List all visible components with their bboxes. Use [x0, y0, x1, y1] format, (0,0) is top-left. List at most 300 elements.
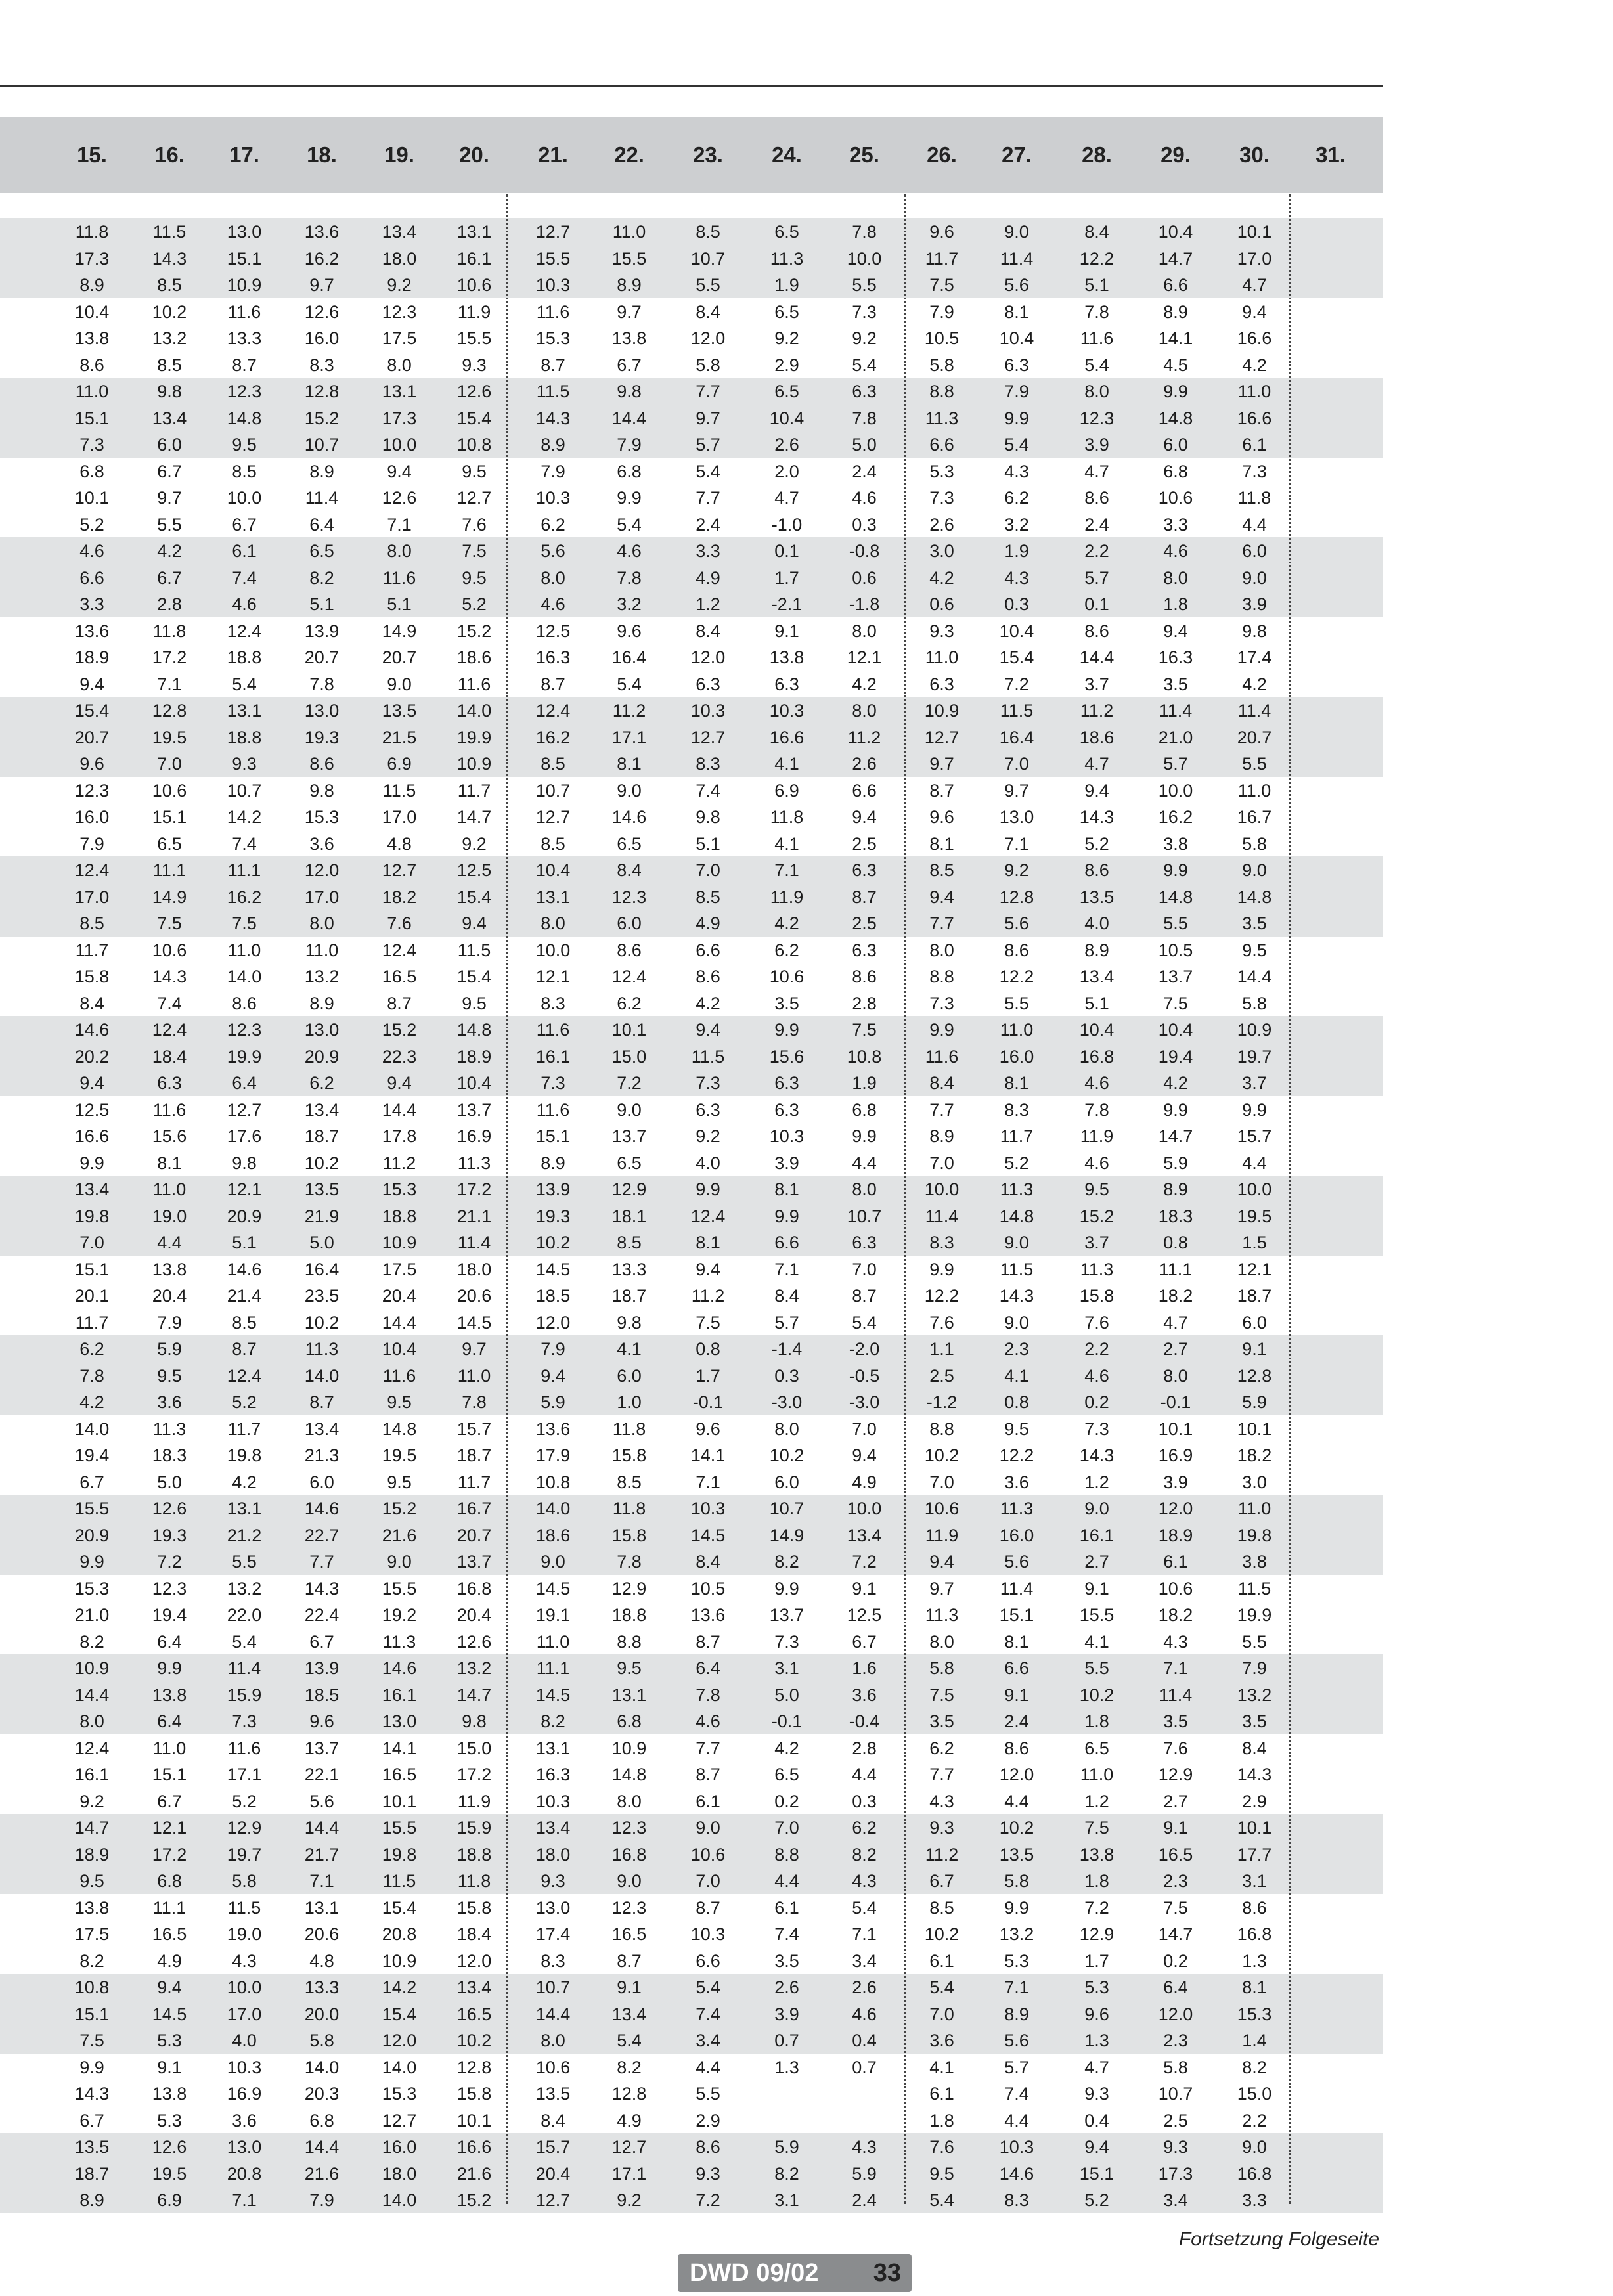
- table-cell: 9.8: [232, 1153, 257, 1173]
- table-cell: 10.9: [456, 754, 492, 774]
- table-cell: 11.2: [1080, 701, 1114, 720]
- table-cell: 7.0: [929, 1153, 954, 1173]
- table-cell: 8.5: [617, 1472, 642, 1492]
- table-cell: 7.4: [696, 780, 720, 801]
- table-cell: 14.9: [382, 621, 417, 641]
- table-cell: 7.5: [79, 2031, 104, 2050]
- table-cell: 18.8: [382, 1206, 417, 1226]
- table-cell: 10.7: [847, 1206, 882, 1226]
- table-cell: 5.8: [929, 355, 954, 375]
- table-cell: 11.3: [457, 1153, 491, 1173]
- table-cell: 4.7: [1242, 275, 1267, 295]
- table-cell: 7.8: [852, 408, 877, 428]
- table-cell: 12.7: [535, 2190, 571, 2210]
- table-cell: 12.7: [611, 2137, 647, 2157]
- table-cell: 11.3: [1000, 1180, 1034, 1199]
- table-cell: 4.9: [852, 1472, 877, 1492]
- table-cell: 11.5: [536, 382, 570, 401]
- table-cell: 16.2: [535, 727, 571, 747]
- table-cell: 15.9: [456, 1818, 492, 1838]
- table-cell: 6.6: [1004, 1658, 1029, 1678]
- table-cell: 6.0: [1163, 435, 1188, 454]
- table-cell: 9.5: [462, 567, 487, 588]
- table-cell: 16.3: [535, 1765, 571, 1784]
- table-cell: 7.6: [1163, 1738, 1188, 1758]
- table-cell: 8.6: [309, 754, 334, 774]
- table-cell: 8.6: [1084, 860, 1109, 880]
- table-cell: 8.0: [852, 701, 877, 720]
- table-cell: 18.8: [456, 1844, 492, 1865]
- table-cell: 15.8: [74, 967, 110, 986]
- table-cell: 11.4: [1000, 1578, 1034, 1599]
- table-cell: 9.0: [1084, 1499, 1109, 1518]
- table-cell: 8.5: [696, 887, 720, 907]
- table-cell: 10.4: [1079, 1020, 1115, 1040]
- table-cell: 15.0: [1237, 2084, 1272, 2104]
- table-cell: 9.9: [617, 488, 642, 508]
- table-cell: 17.2: [152, 1844, 187, 1865]
- table-cell: 10.3: [535, 1791, 571, 1811]
- table-cell: 0.8: [1163, 1233, 1188, 1252]
- table-cell: 9.0: [1004, 1233, 1029, 1252]
- table-cell: 1.3: [1084, 2031, 1109, 2050]
- table-cell: 6.5: [617, 1153, 642, 1173]
- table-cell: 11.6: [227, 301, 261, 322]
- table-cell: 6.7: [79, 1472, 104, 1492]
- table-cell: 20.8: [382, 1924, 417, 1944]
- table-cell: 7.2: [1084, 1897, 1109, 1918]
- table-cell: 6.8: [617, 461, 642, 481]
- table-cell: 10.6: [1158, 488, 1193, 508]
- table-cell: 11.3: [382, 1631, 416, 1652]
- table-cell: 2.5: [852, 914, 877, 933]
- table-cell: 13.7: [304, 1738, 340, 1758]
- table-cell: 1.8: [929, 2110, 954, 2130]
- table-cell: 13.5: [74, 2137, 110, 2157]
- table-cell: 4.6: [541, 594, 565, 614]
- table-cell: 9.4: [387, 1073, 412, 1093]
- table-cell: 11.6: [152, 1099, 187, 1120]
- table-cell: 14.1: [1158, 328, 1193, 348]
- table-cell: 7.0: [774, 1818, 799, 1838]
- table-cell: 12.4: [382, 940, 417, 960]
- table-cell: 21.0: [74, 1605, 110, 1625]
- table-cell: 4.9: [696, 567, 720, 588]
- table-cell: 3.9: [774, 1153, 799, 1173]
- table-cell: 8.9: [929, 1126, 954, 1146]
- table-cell: 8.6: [1084, 488, 1109, 508]
- table-cell: 8.5: [157, 275, 182, 295]
- table-cell: 7.0: [157, 754, 182, 774]
- table-cell: 9.4: [387, 461, 412, 481]
- table-cell: 9.6: [929, 807, 954, 827]
- table-cell: 9.2: [79, 1791, 104, 1811]
- table-cell: 6.8: [79, 461, 104, 481]
- table-cell: 9.6: [1084, 2004, 1109, 2024]
- table-cell: 2.5: [929, 1365, 954, 1386]
- table-cell: 15.1: [1079, 2163, 1115, 2184]
- table-cell: 5.8: [1242, 833, 1267, 854]
- table-cell: [828, 2109, 900, 2136]
- table-cell: 8.7: [232, 355, 257, 375]
- column-header: 28.: [1082, 143, 1112, 167]
- table-cell: 3.8: [1242, 1552, 1267, 1572]
- column-separator: [506, 194, 508, 2204]
- table-cell: 7.7: [696, 382, 720, 401]
- table-cell: 4.7: [1084, 754, 1109, 774]
- table-cell: 11.7: [75, 940, 109, 960]
- table-cell: 15.5: [456, 328, 492, 348]
- table-cell: 11.9: [457, 1791, 491, 1811]
- table-cell: 6.0: [1242, 541, 1267, 561]
- table-cell: 13.5: [1079, 887, 1115, 907]
- table-cell: 10.2: [535, 1233, 571, 1252]
- table-cell: 16.2: [1158, 807, 1193, 827]
- table-cell: 6.3: [696, 1099, 720, 1120]
- table-cell: 10.3: [227, 2057, 262, 2077]
- table-cell: 7.7: [929, 914, 954, 933]
- table-cell: 6.1: [774, 1897, 799, 1918]
- table-cell: 21.3: [304, 1446, 340, 1465]
- table-cell: 2.3: [1163, 2031, 1188, 2050]
- table-cell: 14.6: [382, 1658, 417, 1678]
- table-cell: 9.9: [79, 2057, 104, 2077]
- table-cell: 12.1: [152, 1818, 187, 1838]
- table-cell: 2.9: [696, 2110, 720, 2130]
- table-cell: 3.0: [1242, 1472, 1267, 1492]
- table-cell: 6.3: [774, 1099, 799, 1120]
- table-cell: 5.6: [309, 1791, 334, 1811]
- table-cell: 13.1: [227, 701, 262, 720]
- table-cell: 8.0: [541, 2031, 565, 2050]
- table-cell: 9.9: [774, 1020, 799, 1040]
- table-cell: 7.8: [79, 1365, 104, 1386]
- table-cell: 13.7: [1158, 967, 1193, 986]
- table-cell: 12.3: [227, 382, 262, 401]
- table-cell: 5.0: [157, 1472, 182, 1492]
- table-cell: 6.4: [309, 514, 334, 535]
- table-cell: 2.0: [774, 461, 799, 481]
- table-cell: 12.6: [456, 1631, 492, 1652]
- table-cell: 12.4: [611, 967, 647, 986]
- table-cell: 13.0: [227, 2137, 262, 2157]
- table-cell: 16.3: [1158, 648, 1193, 667]
- table-cell: 11.0: [1080, 1765, 1114, 1784]
- table-cell: 13.6: [535, 1419, 571, 1439]
- table-cell: 4.3: [852, 1871, 877, 1891]
- table-cell: 7.8: [1084, 301, 1109, 322]
- table-cell: 10.8: [535, 1472, 571, 1492]
- table-cell: 2.4: [852, 461, 877, 481]
- table-cell: 6.8: [852, 1099, 877, 1120]
- table-cell: 8.3: [929, 1233, 954, 1252]
- table-cell: 22.7: [304, 1525, 340, 1545]
- table-cell: 10.5: [690, 1578, 726, 1599]
- table-cell: 15.5: [382, 1818, 417, 1838]
- table-cell: 15.2: [382, 1499, 417, 1518]
- table-cell: 11.0: [152, 1180, 187, 1199]
- table-cell: 2.7: [1163, 1791, 1188, 1811]
- table-cell: 4.6: [1084, 1365, 1109, 1386]
- table-cell: 19.4: [152, 1605, 187, 1625]
- table-cell: -3.0: [849, 1392, 880, 1412]
- table-cell: 11.6: [536, 301, 570, 322]
- table-cell: 8.0: [1084, 382, 1109, 401]
- table-cell: 9.2: [617, 2190, 642, 2210]
- table-cell: 7.2: [1004, 674, 1029, 694]
- table-cell: 21.7: [304, 1844, 340, 1865]
- table-cell: 21.1: [456, 1206, 492, 1226]
- table-cell: 5.4: [852, 1312, 877, 1333]
- table-cell: 18.0: [535, 1844, 571, 1865]
- table-cell: 16.1: [535, 1046, 571, 1067]
- table-cell: 7.3: [232, 1711, 257, 1731]
- table-cell: 9.1: [852, 1578, 877, 1599]
- table-cell: 6.7: [852, 1631, 877, 1652]
- table-cell: 12.3: [227, 1020, 262, 1040]
- table-cell: 11.0: [75, 382, 109, 401]
- table-cell: 9.9: [1163, 1099, 1188, 1120]
- table-cell: 4.6: [1084, 1153, 1109, 1173]
- table-cell: 10.2: [304, 1153, 340, 1173]
- table-cell: 11.3: [305, 1339, 339, 1359]
- table-cell: 8.6: [696, 967, 720, 986]
- table-cell: 16.0: [999, 1525, 1034, 1545]
- table-cell: 7.1: [696, 1472, 720, 1492]
- table-cell: 12.8: [152, 701, 187, 720]
- table-cell: 18.2: [1237, 1446, 1272, 1465]
- table-cell: 4.2: [852, 674, 877, 694]
- table-cell: 9.9: [696, 1180, 720, 1199]
- table-cell: 19.8: [1237, 1525, 1272, 1545]
- table-cell: 14.0: [304, 1365, 340, 1386]
- table-cell: 5.4: [696, 1977, 720, 1997]
- table-cell: 9.8: [617, 1312, 642, 1333]
- table-cell: 8.0: [309, 914, 334, 933]
- table-cell: 9.0: [696, 1818, 720, 1838]
- table-cell: 18.4: [152, 1046, 187, 1067]
- table-cell: 4.0: [696, 1153, 720, 1173]
- table-cell: 9.5: [232, 435, 257, 454]
- table-cell: 4.3: [1004, 461, 1029, 481]
- table-cell: 3.1: [774, 1658, 799, 1678]
- table-cell: 11.0: [305, 940, 339, 960]
- table-cell: 12.3: [1079, 408, 1115, 428]
- table-cell: 13.1: [227, 1499, 262, 1518]
- table-cell: 13.4: [74, 1180, 110, 1199]
- table-cell: 15.5: [74, 1499, 110, 1518]
- table-cell: 3.5: [1242, 914, 1267, 933]
- table-cell: 3.6: [232, 2110, 257, 2130]
- table-cell: 13.0: [382, 1711, 417, 1731]
- table-cell: 7.2: [852, 1552, 877, 1572]
- table-cell: 9.3: [541, 1871, 565, 1891]
- table-cell: 9.4: [1084, 780, 1109, 801]
- table-cell: 10.8: [74, 1977, 110, 1997]
- table-cell: 7.3: [696, 1073, 720, 1093]
- table-cell: 14.7: [1158, 1924, 1193, 1944]
- table-cell: 7.6: [1084, 1312, 1109, 1333]
- table-cell: 9.4: [157, 1977, 182, 1997]
- table-cell: 10.1: [74, 488, 110, 508]
- table-cell: 2.6: [929, 514, 954, 535]
- table-cell: -0.1: [692, 1392, 724, 1412]
- table-cell: 13.2: [304, 967, 340, 986]
- table-cell: 3.4: [1163, 2190, 1188, 2210]
- table-cell: 11.3: [1000, 1499, 1034, 1518]
- table-cell: 20.1: [74, 1286, 110, 1306]
- table-cell: 11.0: [536, 1631, 570, 1652]
- table-cell: 7.4: [774, 1924, 799, 1944]
- table-cell: 16.0: [382, 2137, 417, 2157]
- table-cell: 13.4: [456, 1977, 492, 1997]
- table-cell: 7.5: [1163, 1897, 1188, 1918]
- table-cell: 9.4: [79, 674, 104, 694]
- table-cell: 9.9: [79, 1153, 104, 1173]
- table-cell: 10.0: [847, 248, 882, 269]
- table-cell: 1.5: [1242, 1233, 1267, 1252]
- table-cell: 8.9: [309, 461, 334, 481]
- table-cell: 23.5: [304, 1286, 340, 1306]
- table-cell: 13.8: [74, 1897, 110, 1918]
- table-cell: 5.8: [1242, 993, 1267, 1013]
- table-cell: 14.3: [152, 967, 187, 986]
- table-cell: 13.9: [304, 621, 340, 641]
- table-cell: 7.3: [774, 1631, 799, 1652]
- table-cell: 4.1: [774, 833, 799, 854]
- table-cell: 21.9: [304, 1206, 340, 1226]
- table-cell: 15.2: [1079, 1206, 1115, 1226]
- table-cell: 7.0: [929, 2004, 954, 2024]
- table-cell: 8.1: [929, 833, 954, 854]
- table-cell: 14.7: [74, 1818, 110, 1838]
- table-cell: 10.7: [690, 248, 726, 269]
- table-cell: 8.9: [79, 2190, 104, 2210]
- table-cell: 6.5: [774, 1765, 799, 1784]
- table-cell: 11.0: [227, 940, 261, 960]
- table-cell: 16.6: [1237, 408, 1272, 428]
- table-cell: 9.7: [929, 1578, 954, 1599]
- table-cell: 21.6: [304, 2163, 340, 2184]
- table-cell: 16.2: [227, 887, 262, 907]
- table-cell: 8.3: [696, 754, 720, 774]
- table-cell: 9.2: [774, 328, 799, 348]
- table-cell: 10.0: [1237, 1180, 1272, 1199]
- table-cell: 18.2: [1158, 1605, 1193, 1625]
- table-cell: 11.4: [457, 1233, 491, 1252]
- table-cell: 0.2: [774, 1791, 799, 1811]
- table-cell: 2.3: [1004, 1339, 1029, 1359]
- table-cell: 11.6: [227, 1738, 261, 1758]
- table-cell: 7.1: [232, 2190, 257, 2210]
- table-cell: 11.7: [75, 1312, 109, 1333]
- table-cell: 14.2: [382, 1977, 417, 1997]
- table-cell: 12.6: [152, 1499, 187, 1518]
- table-cell: 20.0: [304, 2004, 340, 2024]
- table-cell: 11.7: [457, 1472, 491, 1492]
- table-cell: 5.4: [929, 2190, 954, 2210]
- table-cell: 7.5: [157, 914, 182, 933]
- table-cell: 7.6: [929, 1312, 954, 1333]
- table-cell: 13.9: [535, 1180, 571, 1199]
- table-cell: 14.6: [611, 807, 647, 827]
- table-cell: 10.3: [999, 2137, 1034, 2157]
- table-cell: 10.8: [456, 435, 492, 454]
- table-cell: 0.1: [1084, 594, 1109, 614]
- table-cell: 8.5: [541, 833, 565, 854]
- table-cell: 12.3: [611, 1818, 647, 1838]
- table-cell: 7.0: [929, 1472, 954, 1492]
- table-cell: 7.0: [696, 1871, 720, 1891]
- column-header: 16.: [154, 143, 185, 167]
- table-cell: 5.5: [1242, 1631, 1267, 1652]
- table-cell: 9.4: [696, 1259, 720, 1279]
- table-cell: 8.5: [232, 1312, 257, 1333]
- table-cell: 9.9: [774, 1206, 799, 1226]
- table-cell: 11.2: [847, 727, 881, 747]
- table-cell: 10.1: [456, 2110, 492, 2130]
- table-cell: 10.3: [690, 1924, 726, 1944]
- table-cell: 7.5: [232, 914, 257, 933]
- table-cell: 8.0: [1163, 567, 1188, 588]
- table-cell: 13.2: [999, 1924, 1034, 1944]
- table-cell: 11.3: [152, 1419, 187, 1439]
- table-cell: 4.2: [774, 914, 799, 933]
- table-cell: 6.1: [232, 541, 257, 561]
- table-cell: 8.0: [929, 940, 954, 960]
- table-cell: 10.0: [924, 1180, 960, 1199]
- table-cell: 5.4: [232, 674, 257, 694]
- table-cell: 0.2: [1163, 1951, 1188, 1971]
- table-cell: 7.9: [309, 2190, 334, 2210]
- table-cell: 19.3: [152, 1525, 187, 1545]
- table-cell: 14.8: [1158, 408, 1193, 428]
- table-cell: 20.6: [304, 1924, 340, 1944]
- table-cell: 5.5: [1242, 754, 1267, 774]
- table-cell: 7.3: [79, 435, 104, 454]
- table-cell: 2.6: [852, 754, 877, 774]
- table-cell: 8.0: [79, 1711, 104, 1731]
- table-cell: 11.3: [1080, 1259, 1114, 1279]
- table-cell: 10.2: [999, 1818, 1034, 1838]
- table-cell: 12.6: [456, 382, 492, 401]
- table-cell: 13.4: [304, 1419, 340, 1439]
- table-cell: 7.4: [1004, 2084, 1029, 2104]
- table-cell: 9.4: [79, 1073, 104, 1093]
- table-cell: 12.3: [611, 887, 647, 907]
- table-cell: 9.0: [387, 674, 412, 694]
- table-cell: 7.8: [617, 567, 642, 588]
- table-cell: 10.3: [690, 1499, 726, 1518]
- table-cell: 9.1: [1242, 1339, 1267, 1359]
- table-cell: 5.4: [696, 461, 720, 481]
- table-cell: 13.7: [611, 1126, 647, 1146]
- table-cell: 3.3: [696, 541, 720, 561]
- table-cell: 9.3: [1163, 2137, 1188, 2157]
- table-cell: 4.2: [1242, 355, 1267, 375]
- table-cell: 14.7: [1158, 248, 1193, 269]
- table-cell: 8.0: [852, 621, 877, 641]
- table-cell: 4.6: [1084, 1073, 1109, 1093]
- table-cell: 13.1: [456, 222, 492, 242]
- table-cell: 18.3: [152, 1446, 187, 1465]
- table-cell: 11.6: [925, 1046, 959, 1067]
- table-cell: 14.3: [1079, 1446, 1115, 1465]
- table-cell: 5.5: [1163, 914, 1188, 933]
- table-cell: 2.6: [852, 1977, 877, 1997]
- table-cell: 18.2: [1158, 1286, 1193, 1306]
- table-cell: 3.5: [929, 1711, 954, 1731]
